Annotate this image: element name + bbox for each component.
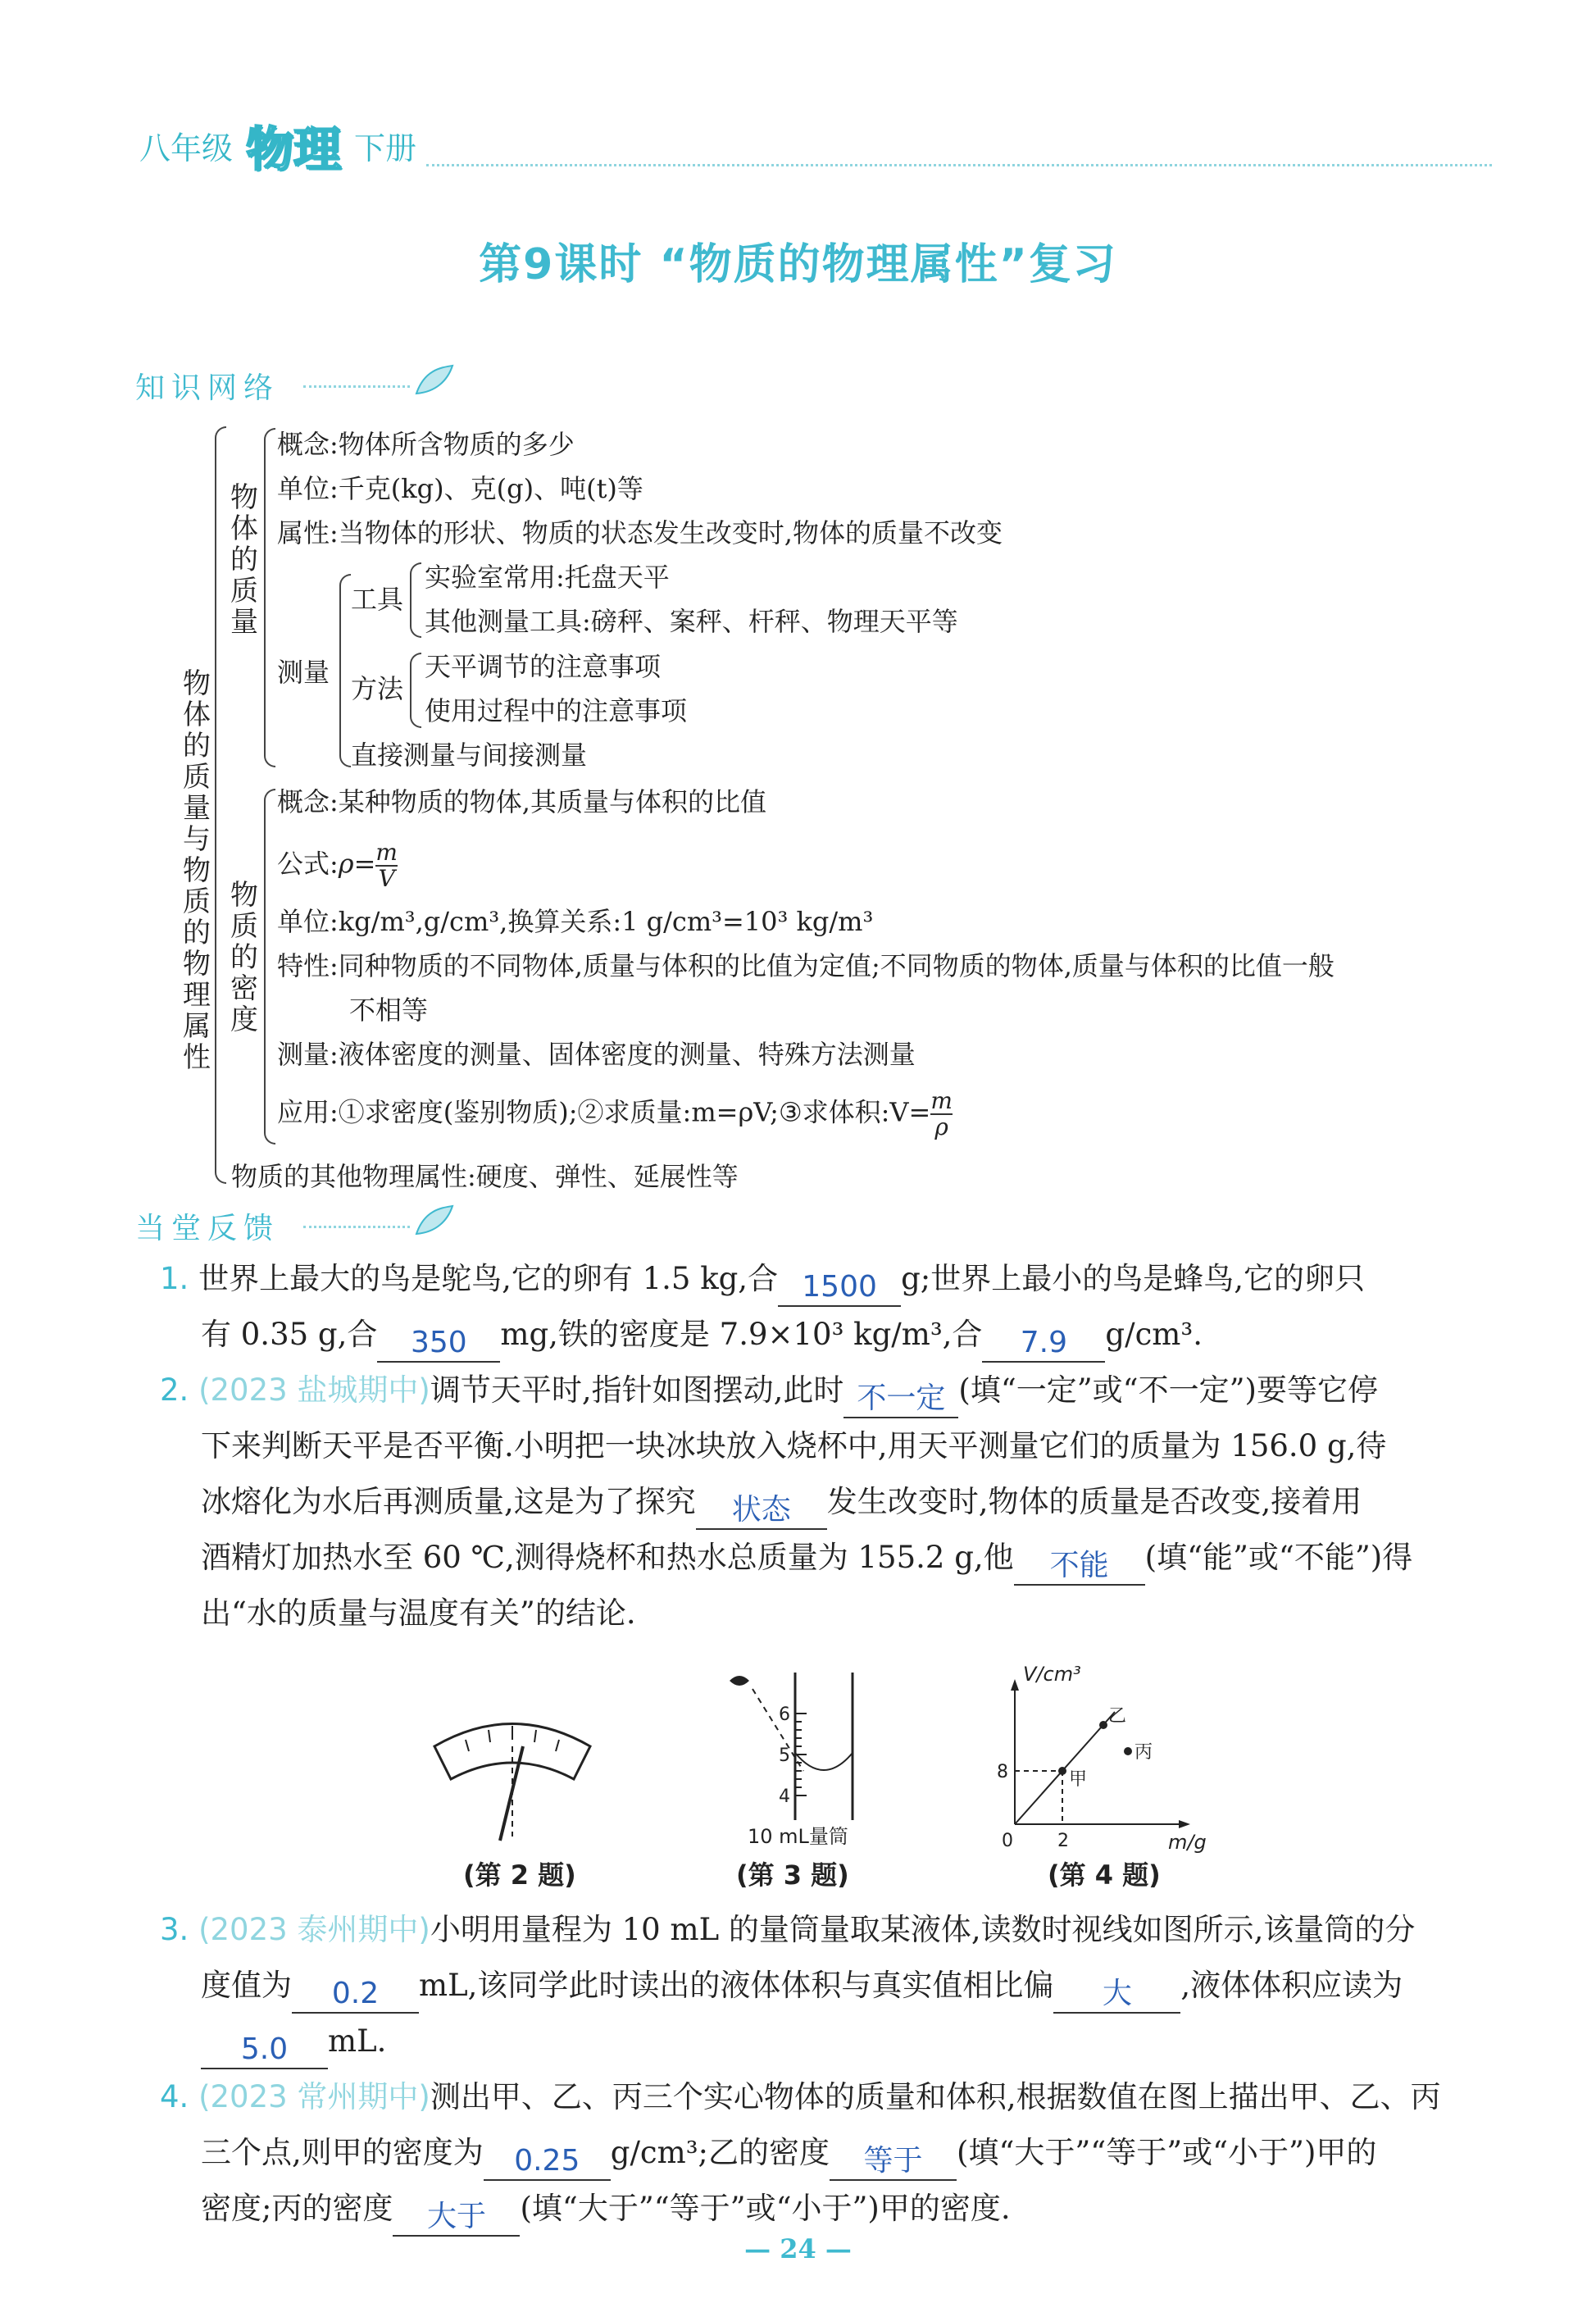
density-trait-1: 特性:同种物质的不同物体,质量与体积的比值为定值;不同物质的物体,质量与体积的比值一般 (277, 950, 1335, 981)
section-dots (303, 1226, 410, 1228)
q2-line-4 (201, 1530, 1412, 1586)
mass-concept: 概念:物体所含物质的多少 (277, 429, 575, 460)
q1-text: 世界上最大的鸟是鸵鸟,它的卵有 1.5 kg,合 (198, 1261, 779, 1296)
density-branch-label: 物质的密度 (230, 879, 258, 1036)
header-subject: 物理 (246, 121, 342, 177)
q2-text: 发生改变时,物体的质量是否改变,接着用 (826, 1484, 1362, 1519)
graph-label-yi: 乙 (1108, 1706, 1127, 1727)
point-jia (1058, 1767, 1066, 1775)
q1-text: g/cm³. (1105, 1317, 1203, 1352)
q2-text: (填“能”或“不能”)得 (1144, 1540, 1413, 1575)
formula-fraction (375, 840, 398, 891)
graph-label-bing: 丙 (1134, 1742, 1153, 1763)
q2-answer-3: 不能 (1049, 1549, 1109, 1582)
q4-answer-1: 0.25 (514, 2144, 580, 2178)
other-properties: 物质的其他物理属性:硬度、弹性、延展性等 (231, 1161, 739, 1192)
q1-text: mg,铁的密度是 7.9×10³ kg/m³,合 (500, 1317, 983, 1352)
q3-blank-1[interactable] (292, 1969, 419, 2014)
figure-3-caption: (第 3 题) (736, 1859, 849, 1891)
q3-line-2 (201, 1958, 1403, 2014)
section-dots (303, 385, 410, 388)
q1-blank-2[interactable] (377, 1318, 500, 1363)
q4-text: (填“大于”“等于”或“小于”)甲的密度. (520, 2191, 1011, 2226)
graph-label-jia: 甲 (1069, 1769, 1088, 1790)
header-grade: 八年级 (139, 130, 234, 166)
q3-answer-2: 大 (1102, 1977, 1132, 2010)
page-number-value: 24 (780, 2233, 816, 2264)
density-concept: 概念:某种物质的物体,其质量与体积的比值 (277, 786, 766, 817)
cylinder-label: 10 mL量筒 (748, 1825, 848, 1845)
q2-answer-1: 不一定 (857, 1381, 946, 1415)
density-formula (277, 840, 398, 891)
graph-y-label: V/cm³ (1023, 1663, 1081, 1686)
q1-blank-3[interactable] (982, 1318, 1105, 1363)
mass-branch-label: 物体的质量 (230, 481, 258, 639)
measure-brace (339, 574, 351, 767)
q3-answer-3: 5.0 (240, 2032, 289, 2066)
q2-blank-1[interactable] (843, 1374, 958, 1418)
lesson-title: 第9课时 “物质的物理属性”复习 (479, 240, 1117, 289)
q1-answer-1: 1500 (802, 1270, 877, 1304)
graph-origin: 0 (1002, 1831, 1013, 1851)
cylinder-tick-6: 6 (779, 1704, 790, 1725)
method-brace (410, 653, 421, 728)
q2-line-2: 下来判断天平是否平衡.小明把一块冰块放入烧杯中,用天平测量它们的质量为 156.0 g,待 (201, 1428, 1387, 1463)
figure-4-caption: (第 4 题) (1048, 1859, 1161, 1891)
header-rule (426, 164, 1492, 166)
q4-answer-2: 等于 (863, 2144, 923, 2178)
cylinder-tick-4: 4 (779, 1786, 790, 1807)
q4-text: 测出甲、乙、丙三个实心物体的质量和体积,根据数值在图上描出甲、乙、丙 (430, 2079, 1441, 2114)
tool-label: 工具 (351, 584, 404, 615)
q4-number: 4. (160, 2079, 189, 2114)
q3-text: 小明用量程为 10 mL 的量筒量取某液体,读数时视线如图所示,该量筒的分 (430, 1912, 1416, 1947)
q3-line-1 (160, 1902, 1415, 1958)
apply-denominator: ρ (934, 1113, 948, 1140)
q3-answer-1: 0.2 (331, 1977, 380, 2010)
cylinder-tick-5: 5 (779, 1745, 790, 1766)
figure-4-volume-mass-graph (984, 1656, 1230, 1853)
apply-numerator: m (930, 1087, 953, 1114)
q1-line-2 (201, 1307, 1203, 1363)
q1-number: 1. (160, 1261, 189, 1296)
direct-indirect: 直接测量与间接测量 (351, 740, 588, 771)
method-label: 方法 (351, 673, 404, 704)
formula-prefix: 公式: (277, 848, 339, 880)
figure-2-caption: (第 2 题) (463, 1859, 576, 1891)
page-number: — 24 — (744, 2233, 852, 2264)
q3-blank-2[interactable] (1053, 1969, 1180, 2014)
apply-fraction (930, 1089, 953, 1140)
q2-number: 2. (160, 1372, 189, 1408)
tool-lab: 实验室常用:托盘天平 (425, 562, 670, 593)
mindmap-root: 物体的质量与物质的物理属性 (183, 667, 211, 1074)
q2-blank-2[interactable] (696, 1486, 827, 1530)
q4-text: (填“大于”“等于”或“小于”)甲的 (957, 2135, 1377, 2170)
density-apply (277, 1089, 953, 1140)
formula-numerator: m (375, 839, 398, 866)
q3-text: ,液体体积应读为 (1180, 1968, 1403, 2003)
q3-line-3 (201, 2014, 386, 2069)
q4-line-3 (201, 2181, 1011, 2237)
q3-number: 3. (160, 1912, 189, 1947)
mass-brace (264, 428, 275, 767)
figure-2-balance-pointer (426, 1697, 598, 1845)
leaf-icon (410, 361, 459, 402)
q1-text: g;世界上最小的鸟是蜂鸟,它的卵只 (901, 1261, 1365, 1296)
header-volume: 下册 (354, 130, 417, 166)
point-bing (1124, 1747, 1132, 1755)
q1-text: 有 0.35 g,合 (201, 1317, 378, 1352)
q3-text: mL. (328, 2023, 387, 2059)
mass-property: 属性:当物体的形状、物质的状态发生改变时,物体的质量不改变 (277, 517, 1003, 548)
q4-line-1 (160, 2069, 1441, 2125)
mass-unit: 单位:千克(kg)、克(g)、吨(t)等 (277, 473, 643, 504)
q4-text: 三个点,则甲的密度为 (201, 2135, 484, 2170)
q3-text: 度值为 (201, 1968, 292, 2003)
q2-text: 调节天平时,指针如图摆动,此时 (430, 1372, 844, 1408)
q1-answer-2: 350 (411, 1326, 467, 1359)
formula-lhs: ρ= (338, 848, 376, 880)
figure-3-graduated-cylinder (721, 1664, 910, 1845)
root-brace (215, 426, 226, 1184)
q4-blank-3[interactable] (393, 2192, 520, 2237)
q2-text: (填“一定”或“不一定”)要等它停 (958, 1372, 1378, 1408)
q1-answer-3: 7.9 (1020, 1326, 1068, 1359)
tool-other: 其他测量工具:磅秤、案秤、杆秤、物理天平等 (425, 606, 958, 637)
q3-blank-3[interactable] (201, 2025, 328, 2069)
formula-denominator: V (378, 865, 395, 892)
tool-brace (410, 562, 421, 638)
q4-text: 密度;丙的密度 (201, 2191, 393, 2226)
section-feedback: 当堂反馈 (135, 1212, 280, 1245)
graph-x-label: m/g (1168, 1831, 1207, 1853)
q3-text: mL,该同学此时读出的液体体积与真实值相比偏 (419, 1968, 1054, 2003)
q3-source: (2023 泰州期中) (198, 1912, 430, 1947)
density-trait-2: 不相等 (349, 994, 429, 1026)
density-brace (264, 789, 275, 1145)
q4-line-2 (201, 2125, 1376, 2181)
q4-source: (2023 常州期中) (198, 2079, 430, 2114)
q4-text: g/cm³;乙的密度 (610, 2135, 830, 2170)
mass-measure-label: 测量 (277, 657, 330, 688)
leaf-icon (410, 1201, 459, 1242)
point-yi (1099, 1721, 1107, 1729)
q2-text: 酒精灯加热水至 60 ℃,测得烧杯和热水总质量为 155.2 g,他 (201, 1540, 1014, 1575)
graph-x-tick: 2 (1057, 1831, 1069, 1851)
q2-line-1 (160, 1363, 1378, 1418)
q1-blank-1[interactable] (778, 1263, 901, 1307)
method-adjust: 天平调节的注意事项 (425, 651, 662, 682)
apply-prefix: 应用:①求密度(鉴别物质);②求质量:m=ρV;③求体积:V= (277, 1096, 931, 1128)
q4-answer-3: 大于 (426, 2200, 486, 2233)
q4-blank-1[interactable] (484, 2137, 611, 2181)
q1-line-1 (160, 1251, 1365, 1307)
q2-source: (2023 盐城期中) (198, 1372, 430, 1408)
density-unit: 单位:kg/m³,g/cm³,换算关系:1 g/cm³=10³ kg/m³ (277, 906, 874, 937)
graph-y-tick: 8 (997, 1762, 1008, 1782)
q2-text: 冰熔化为水后再测质量,这是为了探究 (201, 1484, 696, 1519)
section-knowledge-network: 知识网络 (135, 371, 280, 405)
q2-answer-2: 状态 (731, 1493, 791, 1527)
q4-blank-2[interactable] (830, 2137, 957, 2181)
density-measure: 测量:液体密度的测量、固体密度的测量、特殊方法测量 (277, 1039, 916, 1070)
q2-line-5: 出“水的质量与温度有关”的结论. (201, 1595, 636, 1631)
q2-line-3 (201, 1474, 1362, 1530)
q2-blank-3[interactable] (1014, 1541, 1145, 1586)
method-use: 使用过程中的注意事项 (425, 695, 688, 726)
